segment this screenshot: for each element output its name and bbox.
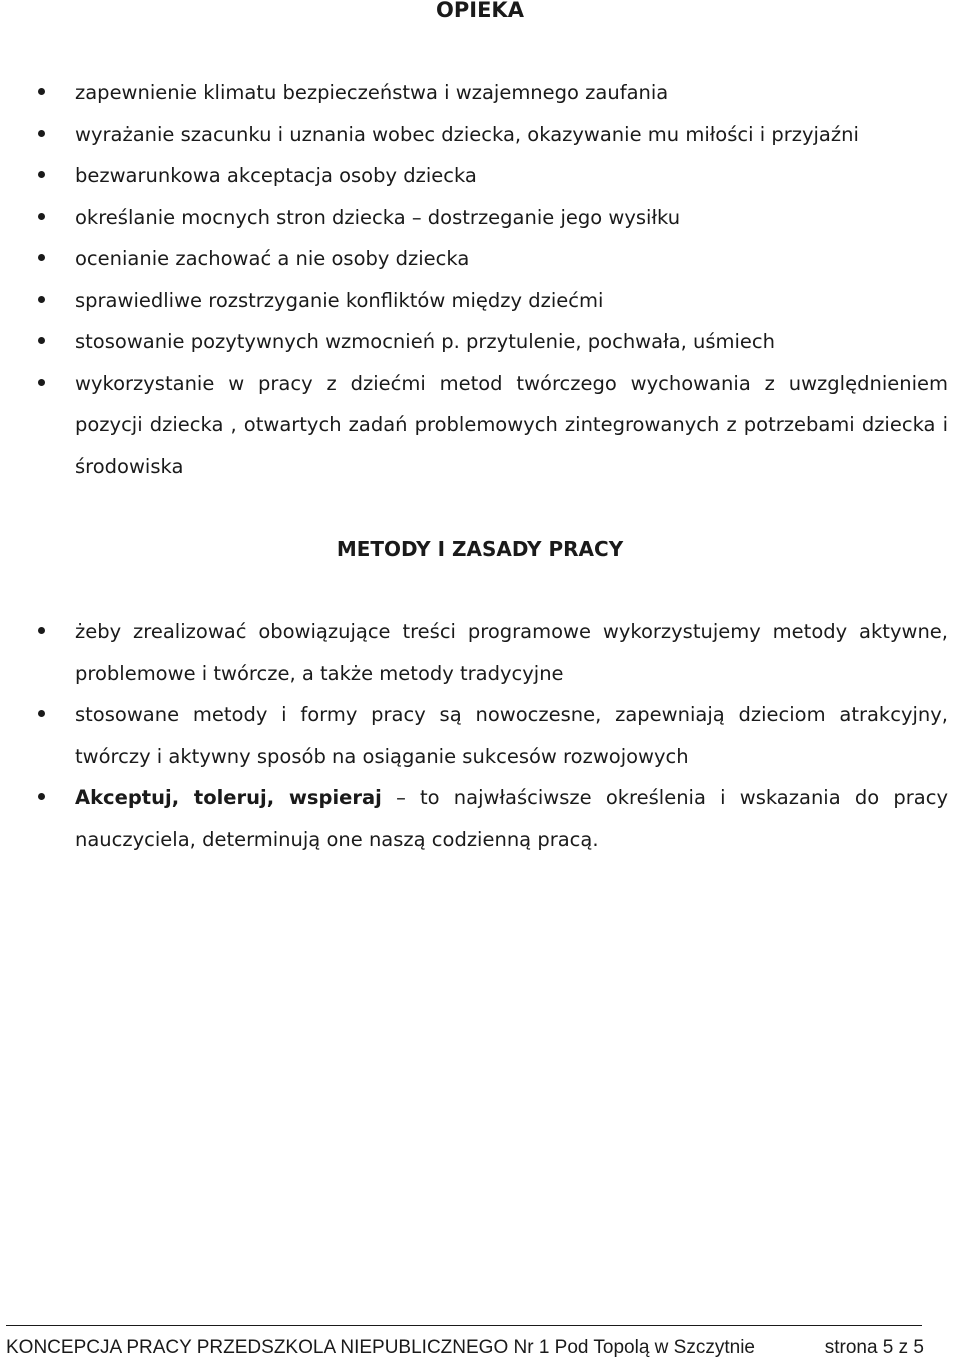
list-item <box>0 197 960 239</box>
bullet-icon <box>38 130 45 137</box>
opieka-list <box>0 72 960 487</box>
list-item <box>0 777 960 860</box>
list-item-text: żeby zrealizować obowiązujące treści programowe wykorzystujemy metody aktywne, problemowe i twórcze, a także metody tradycyjne <box>75 620 948 685</box>
list-item <box>0 611 960 694</box>
list-item <box>0 155 960 197</box>
bullet-icon <box>38 710 45 717</box>
list-item <box>0 321 960 363</box>
list-item-text: stosowane metody i formy pracy są nowoczesne, zapewniają dzieciom atrakcyjny, twórczy i aktywny sposób na osiąganie sukcesów rozwojowych <box>75 703 948 768</box>
list-item <box>0 694 960 777</box>
bullet-icon <box>38 88 45 95</box>
list-item-text: wykorzystanie w pracy z dziećmi metod twórczego wychowania z uwzględnieniem pozycji dziecka , otwartych zadań problemowych zintegrowanych z potrzebami dziecka i środowiska <box>75 371 948 478</box>
list-item <box>0 363 960 488</box>
bullet-icon <box>38 793 45 800</box>
list-item-text: stosowanie pozytywnych wzmocnień p. przytulenie, pochwała, uśmiech <box>75 330 775 353</box>
section-heading-metody: METODY I ZASADY PRACY <box>336 537 624 561</box>
list-item-text: – to najwłaściwsze określenia i wskazania do pracy nauczyciela, determinują one naszą codzienną pracą. <box>75 786 948 851</box>
footer-title: KONCEPCJA PRACY PRZEDSZKOLA NIEPUBLICZNEGO Nr 1 Pod Topolą w Szczytnie <box>6 1337 755 1358</box>
list-item-text: bezwarunkowa akceptacja osoby dziecka <box>75 164 477 187</box>
bullet-icon <box>38 337 45 344</box>
list-item-text: zapewnienie klimatu bezpieczeństwa i wzajemnego zaufania <box>75 81 669 104</box>
bullet-icon <box>38 171 45 178</box>
list-item <box>0 72 960 114</box>
metody-list <box>0 611 960 860</box>
bullet-icon <box>38 254 45 261</box>
list-item-text: ocenianie zachować a nie osoby dziecka <box>75 247 470 270</box>
list-item <box>0 238 960 280</box>
list-item-text: sprawiedliwe rozstrzyganie konfliktów między dziećmi <box>75 288 604 312</box>
footer-divider <box>6 1325 922 1326</box>
bullet-icon <box>38 296 45 303</box>
list-item-text: wyrażanie szacunku i uznania wobec dziecka, okazywanie mu miłości i przyjaźni <box>75 122 859 146</box>
page-number: strona 5 z 5 <box>824 1337 924 1358</box>
bullet-icon <box>38 379 45 386</box>
emphasis-text: Akceptuj, toleruj, wspieraj <box>75 786 382 809</box>
list-item-text: określanie mocnych stron dziecka – dostrzeganie jego wysiłku <box>75 205 681 229</box>
bullet-icon <box>38 213 45 220</box>
list-item <box>0 114 960 156</box>
bullet-icon <box>38 627 45 634</box>
section-heading-opieka: OPIEKA <box>436 0 524 22</box>
list-item <box>0 280 960 322</box>
